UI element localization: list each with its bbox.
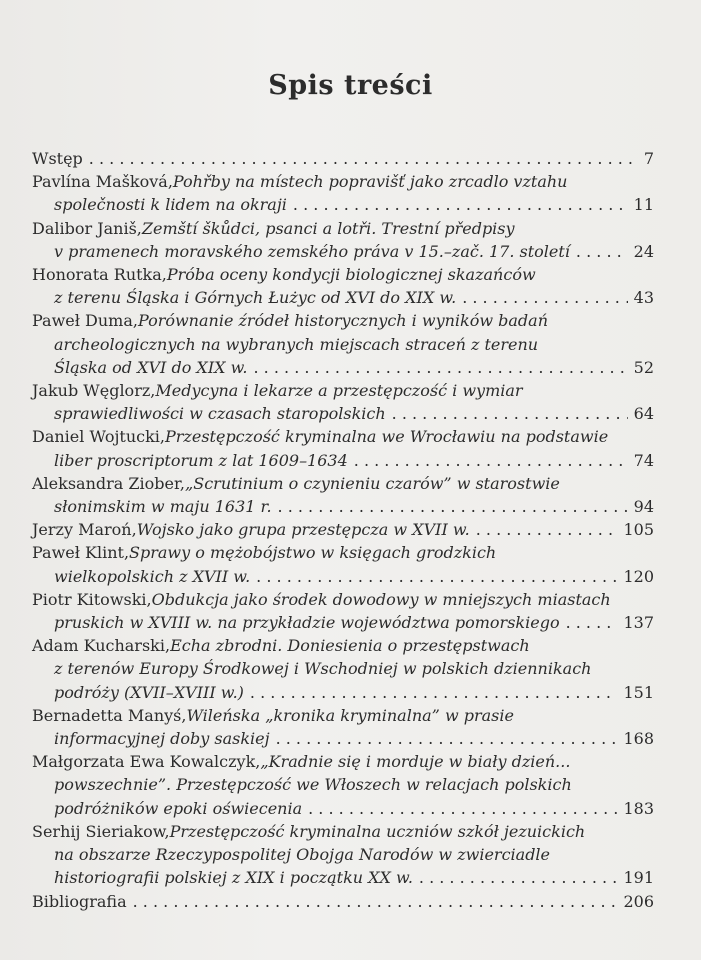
entry-title: wielkopolskich z XVII w. bbox=[54, 566, 251, 586]
toc-line bbox=[32, 286, 654, 309]
dot-leader bbox=[250, 681, 618, 704]
toc-line bbox=[32, 402, 654, 425]
entry-title: Pohřby na místech popravišť jako zrcadlo vztahu bbox=[172, 172, 568, 192]
entry-title: podróży (XVII–XVIII w.) bbox=[54, 682, 244, 702]
entry-author: Honorata Rutka, bbox=[32, 265, 167, 285]
entry-title: „Scrutinium o czynieniu czarów” w starostwie bbox=[184, 473, 560, 493]
toc-line bbox=[32, 449, 654, 472]
page-number: 183 bbox=[623, 798, 654, 818]
toc-line bbox=[32, 356, 654, 379]
entry-title: liber proscriptorum z lat 1609–1634 bbox=[54, 450, 348, 470]
entry-author: Aleksandra Ziober, bbox=[32, 473, 185, 493]
toc-entry bbox=[32, 634, 654, 704]
toc-line bbox=[32, 750, 654, 773]
entry-author: Dalibor Janiš, bbox=[32, 218, 142, 238]
toc-entry bbox=[32, 170, 654, 216]
toc-line bbox=[32, 495, 654, 518]
page-number: 105 bbox=[623, 520, 654, 540]
toc-line bbox=[32, 681, 654, 704]
toc-line bbox=[32, 565, 654, 588]
entry-title: v pramenech moravského zemského práva v 15.–zač. 17. století bbox=[54, 241, 570, 261]
page-number: 74 bbox=[633, 450, 654, 470]
toc-line bbox=[32, 333, 654, 356]
dot-leader bbox=[293, 193, 628, 216]
entry-title: Porównanie źródeł historycznych i wyników badań bbox=[137, 311, 548, 331]
dot-leader bbox=[276, 727, 618, 750]
toc-entry bbox=[32, 147, 654, 170]
toc-line bbox=[32, 379, 654, 402]
dot-leader bbox=[576, 240, 628, 263]
entry-title: „Kradnie się i morduje w biały dzień... bbox=[260, 752, 571, 772]
toc-line bbox=[32, 704, 654, 727]
page-number: 151 bbox=[623, 682, 654, 702]
toc-entry bbox=[32, 217, 654, 263]
entry-title: Zemští škůdci, psanci a lotři. Trestní předpisy bbox=[141, 218, 515, 238]
page-number: 168 bbox=[623, 729, 654, 749]
entry-title: informacyjnej doby saskiej bbox=[54, 729, 270, 749]
toc-line bbox=[32, 866, 654, 889]
toc-line bbox=[32, 634, 654, 657]
dot-leader bbox=[419, 866, 618, 889]
toc-line bbox=[32, 147, 654, 170]
toc-line bbox=[32, 309, 654, 332]
entry-title: podróżników epoki oświecenia bbox=[54, 798, 303, 818]
entry-author: Jakub Węglorz, bbox=[32, 381, 156, 401]
entry-author: Bibliografia bbox=[32, 891, 127, 911]
entry-author: Jerzy Maroń, bbox=[32, 520, 137, 540]
toc-line bbox=[32, 820, 654, 843]
toc-line bbox=[32, 217, 654, 240]
toc-entry bbox=[32, 309, 654, 379]
toc-entry bbox=[32, 588, 654, 634]
page-number: 120 bbox=[623, 566, 654, 586]
toc-entry bbox=[32, 379, 654, 425]
table-of-contents bbox=[32, 147, 654, 913]
toc-entry bbox=[32, 750, 654, 820]
entry-author: Pavlína Mašková, bbox=[32, 172, 173, 192]
dot-leader bbox=[278, 495, 628, 518]
entry-title: z terenu Śląska i Górnych Łużyc od XVI do XIX w. bbox=[54, 288, 457, 308]
entry-author: Serhij Sieriakow, bbox=[32, 821, 170, 841]
dot-leader bbox=[566, 611, 618, 634]
entry-title: archeologicznych na wybranych miejscach straceń z terenu bbox=[54, 334, 539, 354]
page-number: 24 bbox=[633, 241, 654, 261]
entry-title: Obdukcja jako środek dowodowy w mniejszych miastach bbox=[151, 589, 611, 609]
page-number: 52 bbox=[633, 357, 654, 377]
entry-title: z terenów Europy Środkowej i Wschodniej w polskich dziennikach bbox=[54, 659, 592, 679]
entry-title: Wojsko jako grupa przestępcza w XVII w. bbox=[136, 520, 470, 540]
toc-line bbox=[32, 518, 654, 541]
dot-leader bbox=[256, 565, 617, 588]
toc-line bbox=[32, 541, 654, 564]
page-number: 64 bbox=[633, 404, 654, 424]
toc-line bbox=[32, 425, 654, 448]
dot-leader bbox=[254, 356, 628, 379]
toc-line bbox=[32, 657, 654, 680]
entry-author: Daniel Wojtucki, bbox=[32, 427, 166, 447]
toc-entry bbox=[32, 704, 654, 750]
entry-title: Echa zbrodni. Doniesienia o przestępstwach bbox=[170, 636, 530, 656]
dot-leader bbox=[133, 890, 618, 913]
page-number: 7 bbox=[643, 149, 654, 168]
dot-leader bbox=[308, 797, 617, 820]
entry-title: Śląska od XVI do XIX w. bbox=[54, 357, 248, 377]
page-number: 94 bbox=[633, 497, 654, 517]
toc-line bbox=[32, 727, 654, 750]
toc-entry bbox=[32, 541, 654, 587]
toc-line bbox=[32, 472, 654, 495]
entry-author: Bernadetta Manyś, bbox=[32, 705, 187, 725]
entry-author: Paweł Klint, bbox=[32, 543, 130, 563]
toc-entry bbox=[32, 890, 654, 913]
page-number: 191 bbox=[623, 868, 654, 888]
entry-title: Próba oceny kondycji biologicznej skazańców bbox=[166, 265, 536, 285]
dot-leader bbox=[462, 286, 627, 309]
entry-author: Adam Kucharski, bbox=[32, 636, 171, 656]
toc-line bbox=[32, 588, 654, 611]
dot-leader bbox=[392, 402, 628, 425]
entry-title: Medycyna i lekarze a przestępczość i wymiar bbox=[155, 381, 523, 401]
entry-title: słonimskim w maju 1631 r. bbox=[54, 497, 272, 517]
dot-leader bbox=[354, 449, 628, 472]
entry-author: Wstęp bbox=[32, 149, 83, 168]
entry-title: společnosti k lidem na okraji bbox=[54, 195, 287, 215]
page-number: 11 bbox=[633, 195, 654, 215]
toc-entry bbox=[32, 472, 654, 518]
dot-leader bbox=[476, 518, 618, 541]
entry-title: pruskich w XVIII w. na przykładzie województwa pomorskiego bbox=[54, 613, 560, 633]
page-number: 206 bbox=[623, 891, 654, 911]
entry-title: powszechnie”. Przestępczość we Włoszech w relacjach polskich bbox=[54, 775, 572, 795]
entry-author: Paweł Duma, bbox=[32, 311, 138, 331]
dot-leader bbox=[89, 147, 638, 170]
page-number: 137 bbox=[623, 613, 654, 633]
toc-entry bbox=[32, 263, 654, 309]
toc-line bbox=[32, 773, 654, 796]
toc-entry bbox=[32, 518, 654, 541]
toc-line bbox=[32, 611, 654, 634]
toc-entry bbox=[32, 820, 654, 890]
entry-author: Małgorzata Ewa Kowalczyk, bbox=[32, 752, 261, 772]
toc-line bbox=[32, 890, 654, 913]
entry-title: Wileńska „kronika kryminalna” w prasie bbox=[186, 705, 514, 725]
entry-title: Przestępczość kryminalna we Wrocławiu na podstawie bbox=[165, 427, 609, 447]
toc-line bbox=[32, 170, 654, 193]
toc-line bbox=[32, 193, 654, 216]
toc-entry bbox=[32, 425, 654, 471]
toc-line bbox=[32, 240, 654, 263]
entry-title: Przestępczość kryminalna uczniów szkół jezuickich bbox=[169, 821, 586, 841]
entry-title: na obszarze Rzeczypospolitej Obojga Narodów w zwierciadle bbox=[54, 845, 551, 865]
entry-title: sprawiedliwości w czasach staropolskich bbox=[54, 404, 386, 424]
entry-title: historiografii polskiej z XIX i początku XX w. bbox=[54, 868, 413, 888]
toc-line bbox=[32, 797, 654, 820]
page-number: 43 bbox=[633, 288, 654, 308]
entry-title: Sprawy o mężobójstwo w księgach grodzkich bbox=[129, 543, 497, 563]
toc-line bbox=[32, 843, 654, 866]
page-title: Spis treści bbox=[268, 70, 433, 101]
entry-author: Piotr Kitowski, bbox=[32, 589, 152, 609]
toc-line bbox=[32, 263, 654, 286]
